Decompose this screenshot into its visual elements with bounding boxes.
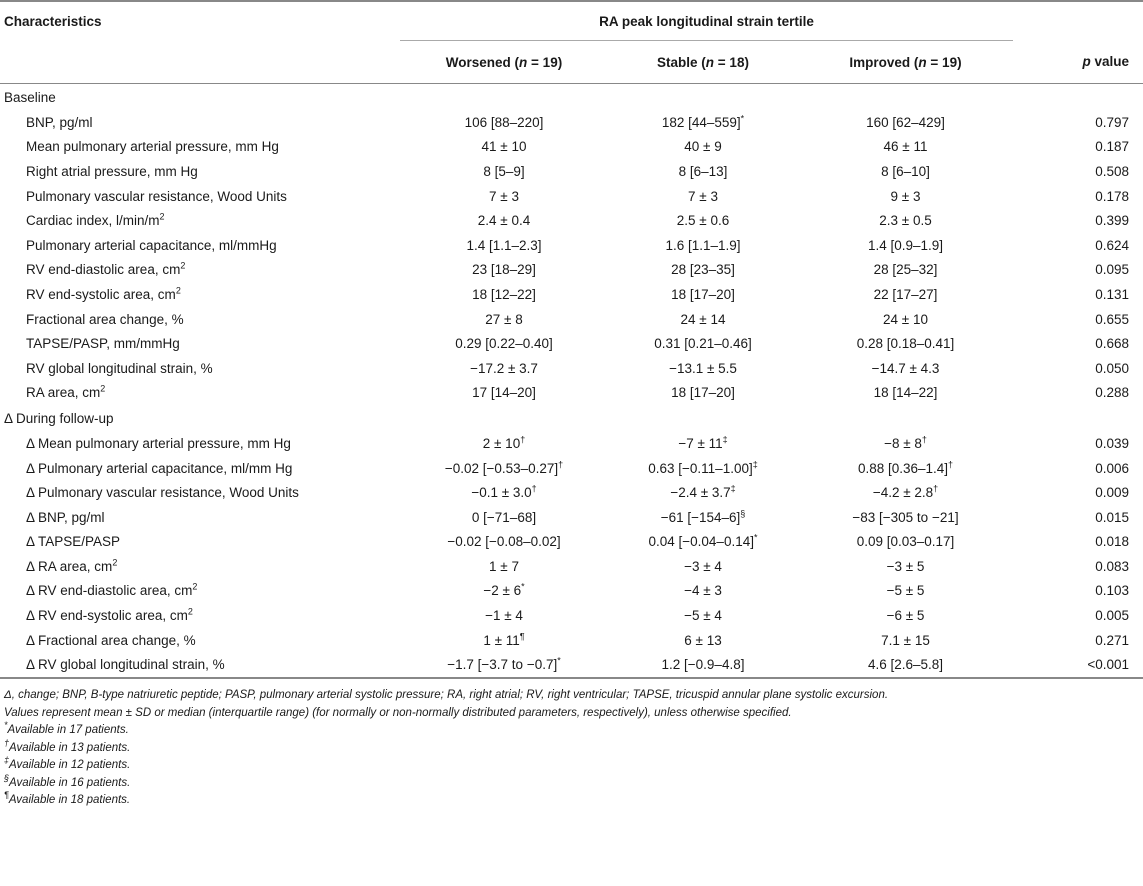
baseline-section-label: Baseline [4,89,56,105]
worsened-value: 2.4 ± 0.4 [477,213,531,229]
footnote-18: ¶Available in 18 patients. [4,790,131,807]
improved-value: 24 ± 10 [883,311,928,327]
improved-value: 7.1 ± 15 [881,632,930,648]
row-label: Δ BNP, pg/ml [26,509,105,525]
table-row [0,579,1143,604]
table-row [0,652,1143,678]
table-row [0,356,1143,381]
p-value: 0.039 [1095,435,1129,451]
characteristics-header: Characteristics [0,1,400,41]
stable-value: 6 ± 13 [684,632,722,648]
worsened-value: 1 ± 7 [489,558,519,574]
table-row [0,233,1143,258]
row-label: Δ RV end-systolic area, $cm^2$ [26,606,193,624]
p-value: 0.271 [1095,632,1129,648]
worsened-value: 0.29 [0.22–0.40] [455,336,553,352]
stable-value: 8 [6–13] [678,163,728,179]
stable-value: −4 ± 3 [684,583,722,599]
worsened-value: 17 [14–20] [472,385,536,401]
p-value: 0.178 [1095,188,1129,204]
followup-section [0,405,1143,431]
stable-value: 182 [44–559]* [661,113,745,130]
abbreviations-note: Δ, change; BNP, B-type natriuretic peptide; PASP, pulmonary arterial systolic pressure; RA, right atrial; RV, right ventricular; TAPSE, tricuspid annular plane systolic excursion. [4,689,889,702]
p-value: 0.655 [1095,311,1129,327]
table-row [0,135,1143,160]
improved-value: 46 ± 11 [883,139,928,155]
improved-value: −14.7 ± 4.3 [871,360,940,376]
improved-value: 160 [62–429] [866,114,945,130]
worsened-value: −0.02 [−0.08–0.02] [447,534,561,550]
worsened-value: 27 ± 8 [485,311,523,327]
table-row [0,628,1143,653]
p-value-header: p value [1013,41,1143,84]
table-row [0,603,1143,628]
p-value: 0.050 [1095,360,1129,376]
improved-value: 22 [17–27] [873,286,938,302]
table-row [0,282,1143,307]
improved-value: 0.88 [0.36–1.4]† [857,459,954,476]
table-row [0,159,1143,184]
improved-value: −5 ± 5 [886,583,925,599]
worsened-value: 2 ± 10† [482,434,526,451]
worsened-value: 18 [12–22] [472,286,536,302]
table-row [0,184,1143,209]
p-value: 0.131 [1095,286,1129,302]
worsened-value: 106 [88–220] [464,114,544,130]
stable-value: −13.1 ± 5.5 [669,360,737,376]
p-value: 0.288 [1095,385,1129,401]
table-row [0,110,1143,135]
stable-value: 28 [23–35] [671,262,735,278]
p-value: 0.015 [1095,509,1129,525]
row-label: Pulmonary vascular resistance, Wood Units [26,188,287,204]
stable-value: 40 ± 9 [684,139,722,155]
stable-value: 0.31 [0.21–0.46] [654,336,752,352]
improved-value: −6 ± 5 [886,608,925,624]
table-row [0,505,1143,530]
improved-value: 2.3 ± 0.5 [879,213,932,229]
row-label: Δ Pulmonary arterial capacitance, ml/mm Hg [26,460,293,476]
table-row [0,381,1143,406]
p-value: 0.187 [1095,139,1129,155]
worsened-value: 1.4 [1.1–2.3] [466,237,542,253]
improved-value: −83 [−305 to −21] [852,509,959,525]
worsened-value: −1.7 [−3.7 to −0.7]* [400,652,608,678]
worsened-value: −1 ± 4 [485,608,523,624]
table-row [0,530,1143,555]
footnote-16: §Available in 16 patients. [4,773,131,789]
p-value: 0.005 [1095,608,1129,624]
p-value: 0.624 [1095,237,1129,253]
row-label: RV end-systolic area, $cm^2$ [26,285,181,302]
stable-value: 18 [17–20] [671,385,735,401]
p-value: 0.083 [1095,558,1129,574]
table-row [0,307,1143,332]
worsened-value: −2 ± 6* [483,581,525,599]
table-row [0,480,1143,505]
stable-value: 7 ± 3 [688,188,718,204]
p-value: 0.018 [1095,534,1129,550]
stable-value: 24 ± 14 [680,311,726,327]
p-value: 0.668 [1095,336,1129,352]
worsened-value: 8 [5–9] [483,163,525,179]
p-value: <0.001 [1013,652,1143,678]
row-label: Pulmonary arterial capacitance, ml/mmHg [26,237,277,253]
stable-value: −2.4 ± 3.7‡ [670,483,736,501]
improved-value: 18 [14–22] [873,385,938,401]
stable-value: 18 [17–20] [671,286,735,302]
worsened-value: 7 ± 3 [489,188,519,204]
row-label: Δ Fractional area change, % [26,632,196,648]
improved-value: 4.6 [2.6–5.8] [798,652,1013,678]
row-label: Right atrial pressure, mm Hg [26,163,198,179]
improved-value: −3 ± 5 [886,558,925,574]
improved-value: 0.28 [0.18–0.41] [856,336,955,352]
table-row [0,554,1143,579]
table-row [0,331,1143,356]
worsened-value: −17.2 ± 3.7 [470,360,538,376]
header-row-top [0,1,1143,41]
row-label: RV end-diastolic area, $cm^2$ [26,260,186,278]
row-label: Fractional area change, % [26,311,184,327]
table-row [0,258,1143,283]
stable-value: 1.6 [1.1–1.9] [665,237,741,253]
footnote-13: †Available in 13 patients. [4,738,131,754]
row-label: Δ Mean pulmonary arterial pressure, mm Hg [26,435,291,451]
row-label: Mean pulmonary arterial pressure, mm Hg [26,139,279,155]
stable-value: 0.04 [−0.04–0.14]* [648,532,758,550]
p-value: 0.399 [1095,213,1129,229]
improved-value: 1.4 [0.9–1.9] [867,237,944,253]
stable-value: −3 ± 4 [684,558,722,574]
worsened-value: 41 ± 10 [481,139,527,155]
row-label: BNP, pg/ml [26,114,93,130]
row-label: Δ RV end-diastolic area, $cm^2$ [26,581,198,599]
stable-value: −7 ± 11‡ [678,434,728,451]
improved-value: −8 ± 8† [884,434,927,451]
footnote-17: *Available in 17 patients. [4,720,129,737]
p-value: 0.797 [1095,114,1129,130]
values-note: Values represent mean ± SD or median (interquartile range) (for normally or non-normally distributed parameters, respectively), unless otherwise specified. [4,706,792,719]
row-label: RA area, $cm^2$ [26,383,106,401]
table-notes [0,687,1143,810]
p-value: 0.095 [1095,262,1129,278]
row-label: Δ RV global longitudinal strain, % [0,652,400,678]
p-value: 0.009 [1095,485,1129,501]
table-row [0,431,1143,456]
worsened-value: −0.1 ± 3.0† [471,483,537,501]
row-label: Δ TAPSE/PASP [26,534,121,550]
row-label: Δ Pulmonary vascular resistance, Wood Units [26,485,299,501]
row-label: TAPSE/PASP, mm/mmHg [26,336,180,352]
stable-value: 2.5 ± 0.6 [676,213,730,229]
improved-value: 0.09 [0.03–0.17] [856,534,955,550]
footnote-12: ‡Available in 12 patients. [4,755,131,772]
stable-value: 1.2 [−0.9–4.8] [608,652,798,678]
improved-value: 8 [6–10] [881,163,930,179]
baseline-section [0,84,1143,111]
worsened-header: Worsened (n = 19) [400,41,608,84]
worsened-value: 0 [−71–68] [471,509,537,525]
table-row [0,456,1143,481]
row-label: RV global longitudinal strain, % [26,360,213,376]
row-label: Δ RA area, $cm^2$ [26,557,118,574]
stable-value: −61 [−154–6]§ [660,508,746,525]
stable-header: Stable (n = 18) [608,41,798,84]
header-row-sub [0,41,1143,84]
table-row [0,208,1143,233]
p-value: 0.103 [1095,583,1129,599]
followup-section-label: Δ During follow-up [4,410,114,426]
p-value: 0.508 [1095,163,1129,179]
stable-value: −5 ± 4 [684,608,722,624]
improved-value: 28 [25–32] [873,262,938,278]
row-label: Cardiac index, $l/\min/m^2$ [26,211,165,229]
improved-value: 9 ± 3 [890,188,921,204]
worsened-value: −0.02 [−0.53–0.27]† [444,459,564,476]
improved-header: Improved (n = 19) [798,41,1013,84]
tertile-group-header: RA peak longitudinal strain tertile [400,1,1013,41]
stable-value: 0.63 [−0.11–1.00]‡ [648,459,758,476]
worsened-value: 1 ± 11¶ [483,631,525,648]
improved-value: −4.2 ± 2.8† [872,483,939,501]
worsened-value: 23 [18–29] [472,262,536,278]
p-value: 0.006 [1095,460,1129,476]
